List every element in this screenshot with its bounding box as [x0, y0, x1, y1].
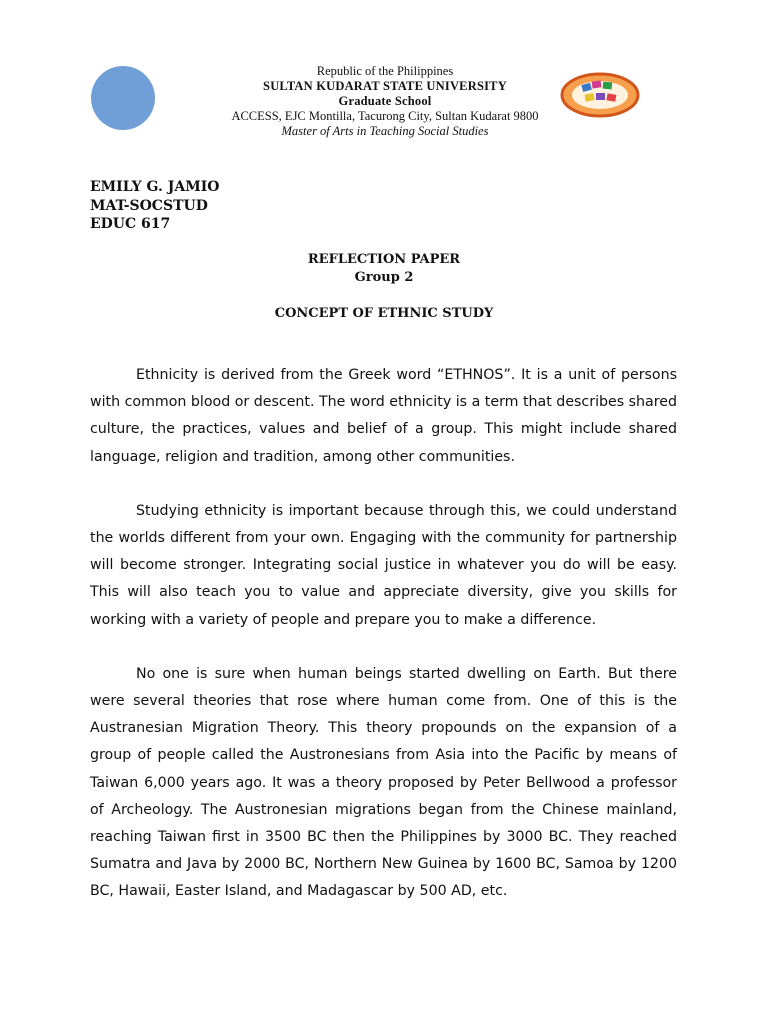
title-block: [0, 251, 768, 287]
paper-type: REFLECTION PAPER: [307, 252, 461, 267]
university-seal-icon: [91, 66, 155, 130]
paragraph: Studying ethnicity is important because through this, we could understand the worlds different from your own. Engaging with the community for partnership will become stronger. Integrating social justice in whatever you do will be easy. This will also teach you to value and appreciate diversity, give you skills for working with a variety of people and prepare you to make a difference.: [90, 502, 677, 628]
letterhead: [150, 64, 620, 139]
author-program: MAT-SOCSTUD: [90, 197, 208, 214]
header-country: Republic of the Philippines: [316, 64, 454, 78]
paragraph: Ethnicity is derived from the Greek word “ETHNOS”. It is a unit of persons with common blood or descent. The word ethnicity is a term that describes shared culture, the practices, values and belief of a group. This might include shared language, religion and tradition, among other communities.: [90, 367, 677, 465]
body-text: [90, 362, 677, 933]
header-address: ACCESS, EJC Montilla, Tacurong City, Sultan Kudarat 9800: [231, 109, 539, 123]
header-school: Graduate School: [338, 94, 432, 108]
header-university: SULTAN KUDARAT STATE UNIVERSITY: [263, 79, 507, 93]
author-course: EDUC 617: [90, 216, 171, 232]
header-program: Master of Arts in Teaching Social Studies: [281, 124, 489, 138]
paragraph: No one is sure when human beings started dwelling on Earth. But there were several theories that rose where human come from. One of this is the Austranesian Migration Theory. This theory propounds on the expansion of a group of people called the Austronesians from Asia into the Pacific by means of Taiwan 6,000 years ago. It was a theory proposed by Peter Bellwood a professor of Archeology. The Austronesian migrations began from the Chinese mainland, reaching Taiwan first in 3500 BC then the Philippines by 3000 BC. They reached Sumatra and Java by 2000 BC, Northern New Guinea by 1600 BC, Samoa by 1200 BC, Hawaii, Easter Island, and Madagascar by 500 AD, etc.: [90, 665, 677, 900]
author-name: EMILY G. JAMIO: [90, 179, 220, 195]
group-label: Group 2: [354, 270, 414, 285]
author-block: [90, 178, 219, 234]
paper-topic: CONCEPT OF ETHNIC STUDY: [274, 306, 494, 321]
